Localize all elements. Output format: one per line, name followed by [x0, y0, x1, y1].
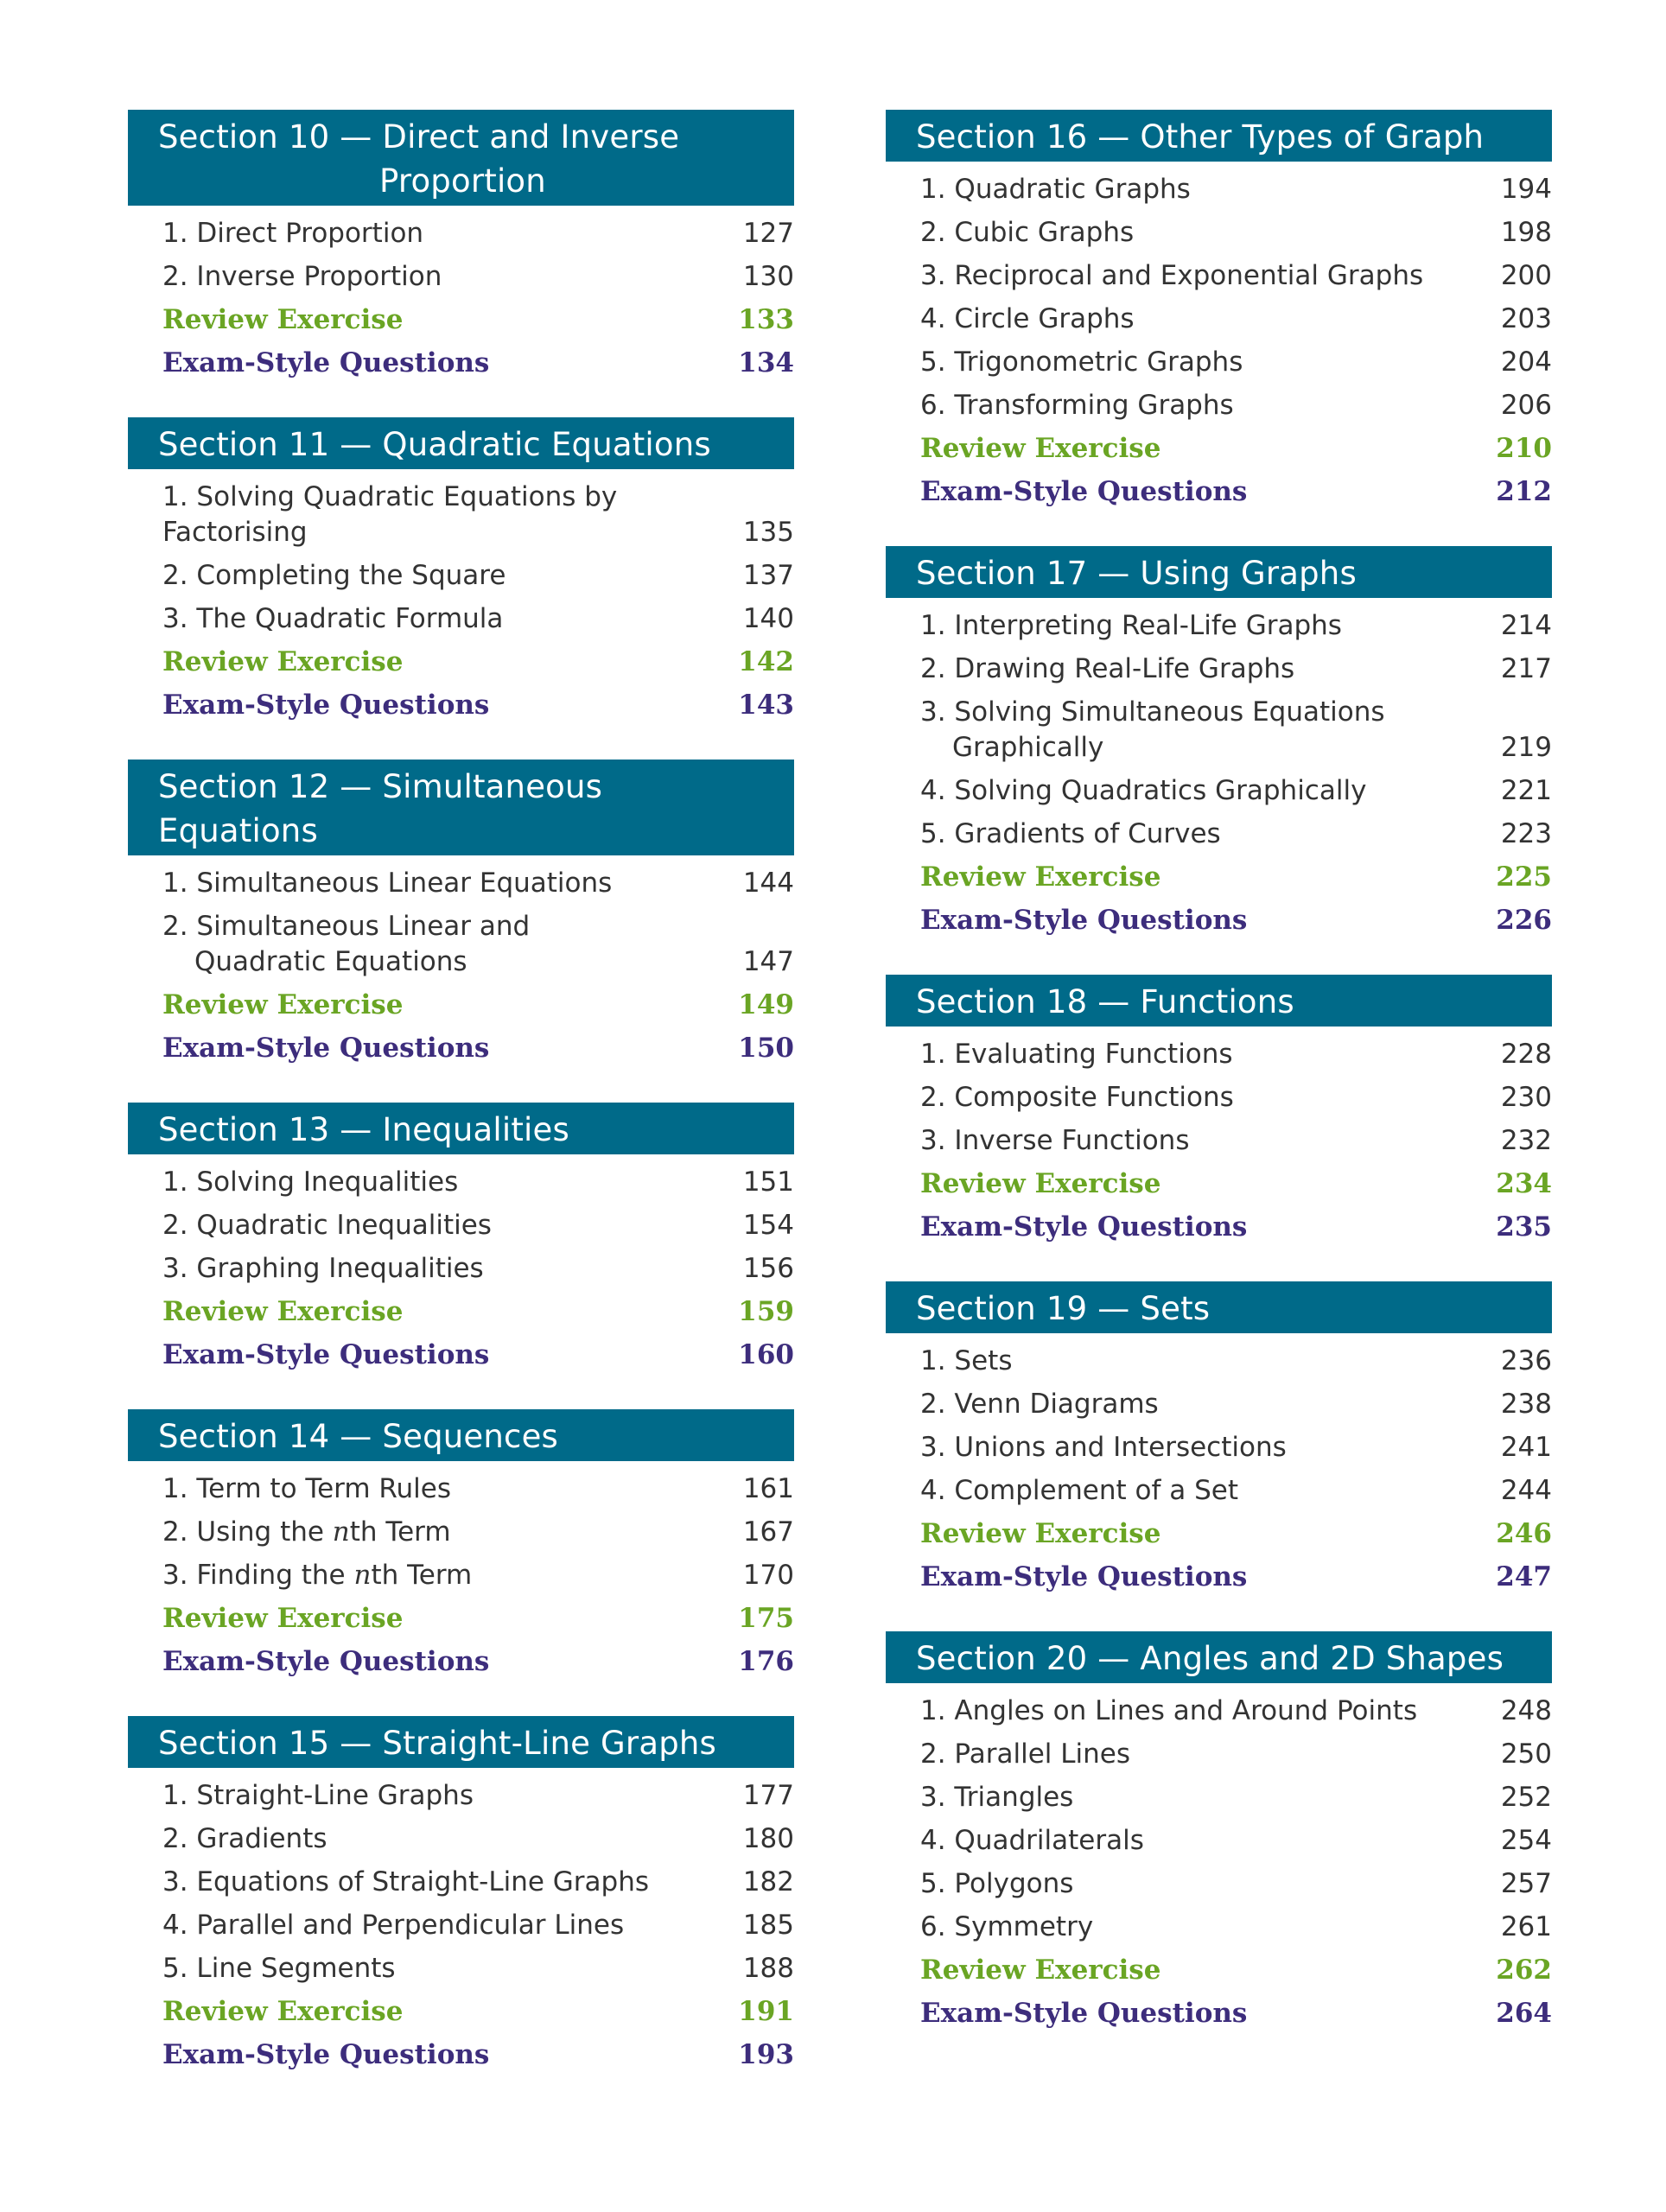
- entry-title: [162, 601, 503, 637]
- entry-page-number: 188: [742, 1953, 794, 1984]
- entry-title-text: 6. Symmetry: [920, 1911, 1094, 1942]
- entry-page-number: 254: [1500, 1825, 1552, 1856]
- entry-title: [920, 172, 1191, 207]
- exam-questions-entry[interactable]: [886, 1996, 1552, 2031]
- exam-questions-entry[interactable]: [128, 346, 794, 381]
- exam-questions-page: 176: [738, 1646, 794, 1677]
- entry-title: [162, 1251, 484, 1287]
- entry-page-number: 252: [1500, 1782, 1552, 1813]
- section-heading-text: Section 11 — Quadratic Equations: [158, 426, 711, 463]
- review-exercise-page: 142: [738, 646, 794, 677]
- entry-page-number: 261: [1500, 1911, 1552, 1942]
- exam-questions-page: 143: [738, 690, 794, 721]
- toc-entry[interactable]: [886, 302, 1552, 337]
- exam-questions-entry[interactable]: [128, 2037, 794, 2073]
- toc-entry[interactable]: [886, 258, 1552, 294]
- toc-entry[interactable]: [128, 1208, 794, 1243]
- entry-title-text: 3. Solving Simultaneous Equations: [920, 696, 1385, 728]
- entry-title-text: 2. Drawing Real-Life Graphs: [920, 653, 1295, 684]
- entry-title: [162, 1865, 649, 1900]
- exam-questions-page: 235: [1496, 1211, 1552, 1243]
- entry-page-number: 137: [742, 560, 794, 591]
- entry-title-text: 3. Inverse Functions: [920, 1125, 1190, 1156]
- entry-page-number: 241: [1500, 1432, 1552, 1463]
- exam-questions-page: 193: [738, 2039, 794, 2070]
- entry-title: [162, 1778, 474, 1814]
- toc-entry[interactable]: [128, 1165, 794, 1200]
- exam-questions-label: Exam-Style Questions: [162, 1646, 490, 1677]
- exam-questions-label: Exam-Style Questions: [162, 1339, 490, 1370]
- review-exercise-entry[interactable]: [886, 431, 1552, 467]
- review-exercise-label: Review Exercise: [920, 433, 1161, 464]
- entry-page-number: 194: [1500, 174, 1552, 205]
- entry-title-text: 2. Cubic Graphs: [920, 217, 1135, 248]
- section-heading-text: Section 10 — Direct and Inverse: [158, 118, 680, 156]
- review-exercise-page: 262: [1496, 1955, 1552, 1986]
- entry-title: [920, 1430, 1287, 1465]
- review-exercise-page: 210: [1496, 433, 1552, 464]
- toc-entry[interactable]: [128, 1865, 794, 1900]
- entry-title: [162, 909, 530, 980]
- toc-entry[interactable]: [128, 480, 794, 550]
- entry-title-italic: n: [353, 1560, 372, 1591]
- section-entries: [886, 1694, 1552, 2031]
- entry-page-number: 219: [1500, 732, 1552, 763]
- entry-page-number: 214: [1500, 610, 1552, 641]
- section-heading-text: Section 17 — Using Graphs: [916, 555, 1357, 592]
- entry-title-text: 3. Equations of Straight-Line Graphs: [162, 1866, 650, 1897]
- entry-title: [920, 608, 1342, 644]
- entry-title-text: 1. Quadratic Graphs: [920, 174, 1191, 205]
- section-heading: [886, 975, 1552, 1027]
- entry-title: [162, 259, 442, 295]
- toc-entry[interactable]: [886, 1866, 1552, 1902]
- entry-title-prefix: 2. Using the: [162, 1516, 333, 1548]
- review-exercise-entry[interactable]: [128, 1994, 794, 2030]
- toc-entry[interactable]: [128, 558, 794, 594]
- entry-title-text: 1. Sets: [920, 1345, 1013, 1376]
- toc-entry[interactable]: [128, 1558, 794, 1593]
- exam-questions-entry[interactable]: [886, 903, 1552, 938]
- entry-title: [920, 1473, 1238, 1509]
- toc-entry[interactable]: [128, 1821, 794, 1857]
- toc-entry[interactable]: [886, 695, 1552, 766]
- entry-title: [162, 216, 423, 251]
- entry-page-number: 130: [742, 261, 794, 292]
- section-entries: [128, 216, 794, 381]
- exam-questions-label: Exam-Style Questions: [920, 1561, 1248, 1592]
- entry-page-number: 185: [742, 1910, 794, 1941]
- entry-page-number: 204: [1500, 346, 1552, 378]
- review-exercise-page: 191: [738, 1996, 794, 2027]
- entry-title: [162, 1208, 492, 1243]
- exam-questions-page: 134: [738, 347, 794, 378]
- toc-entry[interactable]: [886, 1344, 1552, 1379]
- entry-title: [920, 302, 1135, 337]
- entry-page-number: 135: [742, 517, 794, 548]
- entry-page-number: 154: [742, 1210, 794, 1241]
- entry-title: [162, 866, 612, 901]
- entry-page-number: 206: [1500, 390, 1552, 421]
- entry-title-text: 1. Solving Quadratic Equations by Factorising: [162, 481, 618, 548]
- section-heading: [128, 1103, 794, 1154]
- toc-entry[interactable]: [128, 1908, 794, 1943]
- entry-page-number: 147: [742, 946, 794, 977]
- toc-section: [886, 975, 1552, 1245]
- section-heading-text: Section 15 — Straight-Line Graphs: [158, 1725, 717, 1762]
- exam-questions-entry[interactable]: [886, 474, 1552, 510]
- exam-questions-entry[interactable]: [128, 1338, 794, 1373]
- toc-section: [886, 110, 1552, 510]
- exam-questions-page: 264: [1496, 1998, 1552, 2029]
- entry-page-number: 223: [1500, 818, 1552, 849]
- review-exercise-page: 149: [738, 989, 794, 1020]
- entry-title-text: 3. Reciprocal and Exponential Graphs: [920, 260, 1424, 291]
- toc-section: [886, 546, 1552, 938]
- entry-title-text: 2. Venn Diagrams: [920, 1389, 1159, 1420]
- entry-page-number: 170: [742, 1560, 794, 1591]
- entry-title: [162, 1515, 451, 1550]
- exam-questions-page: 150: [738, 1033, 794, 1064]
- entry-title-text: 1. Angles on Lines and Around Points: [920, 1695, 1418, 1726]
- entry-title-text: 5. Line Segments: [162, 1953, 396, 1984]
- entry-page-number: 228: [1500, 1039, 1552, 1070]
- toc-entry[interactable]: [886, 608, 1552, 644]
- entry-title: [162, 1558, 472, 1593]
- toc-entry[interactable]: [886, 1910, 1552, 1945]
- entry-page-number: 161: [742, 1473, 794, 1504]
- entry-title: [920, 345, 1243, 380]
- entry-page-number: 250: [1500, 1738, 1552, 1770]
- entry-page-number: 180: [742, 1823, 794, 1854]
- entry-title-line2: Quadratic Equations: [194, 946, 467, 977]
- entry-title: [920, 1037, 1233, 1072]
- section-entries: [886, 1344, 1552, 1595]
- review-exercise-entry[interactable]: [128, 645, 794, 680]
- review-exercise-entry[interactable]: [128, 988, 794, 1023]
- exam-questions-entry[interactable]: [886, 1210, 1552, 1245]
- section-heading: [886, 1631, 1552, 1683]
- toc-section: [886, 1281, 1552, 1595]
- review-exercise-label: Review Exercise: [162, 1296, 404, 1327]
- entry-title: [920, 1866, 1073, 1902]
- entry-page-number: 182: [742, 1866, 794, 1897]
- review-exercise-label: Review Exercise: [920, 1955, 1161, 1986]
- toc-entry[interactable]: [886, 1430, 1552, 1465]
- toc-entry[interactable]: [886, 773, 1552, 809]
- review-exercise-label: Review Exercise: [162, 646, 404, 677]
- entry-title-text: 4. Quadrilaterals: [920, 1825, 1144, 1856]
- exam-questions-label: Exam-Style Questions: [920, 905, 1248, 936]
- toc-entry[interactable]: [886, 345, 1552, 380]
- exam-questions-entry[interactable]: [128, 1644, 794, 1680]
- entry-title-text: 3. The Quadratic Formula: [162, 603, 504, 634]
- toc-section: [128, 417, 794, 723]
- entry-title-prefix: 3. Finding the: [162, 1560, 354, 1591]
- entry-title: [920, 258, 1423, 294]
- entry-title: [162, 1471, 451, 1507]
- entry-page-number: 221: [1500, 775, 1552, 806]
- entry-title: [162, 558, 506, 594]
- entry-title-text: 2. Completing the Square: [162, 560, 506, 591]
- section-entries: [886, 172, 1552, 510]
- section-heading: [128, 417, 794, 469]
- section-entries: [128, 1165, 794, 1373]
- entry-title-text: 4. Solving Quadratics Graphically: [920, 775, 1367, 806]
- section-entries: [128, 866, 794, 1066]
- toc-entry[interactable]: [886, 1694, 1552, 1729]
- entry-title-text: 3. Graphing Inequalities: [162, 1253, 484, 1284]
- left-column: [128, 110, 794, 2109]
- entry-title: [920, 773, 1366, 809]
- entry-page-number: 198: [1500, 217, 1552, 248]
- entry-title-text: 2. Simultaneous Linear and: [162, 911, 531, 942]
- entry-title: [920, 1737, 1130, 1772]
- entry-page-number: 236: [1500, 1345, 1552, 1376]
- review-exercise-page: 234: [1496, 1168, 1552, 1199]
- entry-page-number: 151: [742, 1166, 794, 1198]
- toc-entry[interactable]: [886, 817, 1552, 852]
- entry-title-text: 2. Inverse Proportion: [162, 261, 442, 292]
- entry-title-text: 1. Evaluating Functions: [920, 1039, 1233, 1070]
- toc-entry[interactable]: [886, 1080, 1552, 1116]
- entry-page-number: 238: [1500, 1389, 1552, 1420]
- entry-title: [920, 1694, 1417, 1729]
- entry-title: [920, 1387, 1159, 1422]
- section-heading-text: Section 16 — Other Types of Graph: [916, 118, 1485, 156]
- review-exercise-label: Review Exercise: [162, 989, 404, 1020]
- entry-title: [162, 1951, 396, 1986]
- entry-title: [920, 1344, 1013, 1379]
- section-heading: [128, 110, 794, 206]
- toc-entry[interactable]: [886, 1737, 1552, 1772]
- review-exercise-page: 225: [1496, 861, 1552, 893]
- section-heading-text: Section 14 — Sequences: [158, 1418, 559, 1455]
- review-exercise-entry[interactable]: [128, 1294, 794, 1330]
- entry-title: [920, 1123, 1189, 1159]
- entry-title: [920, 1823, 1144, 1859]
- section-heading: [128, 1716, 794, 1768]
- exam-questions-page: 212: [1496, 476, 1552, 507]
- toc-section: [128, 1103, 794, 1373]
- toc-entry[interactable]: [128, 259, 794, 295]
- entry-page-number: 200: [1500, 260, 1552, 291]
- entry-title-suffix: th Term: [349, 1516, 451, 1548]
- entry-title: [920, 1080, 1234, 1116]
- entry-title: [920, 695, 1385, 766]
- section-heading: [128, 1409, 794, 1461]
- entry-page-number: 127: [742, 218, 794, 249]
- entry-title: [920, 388, 1234, 423]
- entry-title: [162, 1908, 624, 1943]
- exam-questions-label: Exam-Style Questions: [162, 1033, 490, 1064]
- toc-entry[interactable]: [128, 1471, 794, 1507]
- toc-entry[interactable]: [128, 216, 794, 251]
- exam-questions-label: Exam-Style Questions: [162, 2039, 490, 2070]
- exam-questions-page: 247: [1496, 1561, 1552, 1592]
- entry-page-number: 177: [742, 1780, 794, 1811]
- exam-questions-label: Exam-Style Questions: [920, 1998, 1248, 2029]
- review-exercise-label: Review Exercise: [920, 861, 1161, 893]
- entry-title-text: 3. Triangles: [920, 1782, 1074, 1813]
- exam-questions-label: Exam-Style Questions: [162, 690, 490, 721]
- entry-title: [920, 215, 1134, 251]
- review-exercise-page: 175: [738, 1603, 794, 1634]
- toc-section: [128, 760, 794, 1066]
- review-exercise-label: Review Exercise: [162, 1603, 404, 1634]
- section-entries: [128, 480, 794, 723]
- entry-page-number: 140: [742, 603, 794, 634]
- toc-entry[interactable]: [886, 172, 1552, 207]
- exam-questions-entry[interactable]: [886, 1560, 1552, 1595]
- entry-title: [162, 1165, 458, 1200]
- review-exercise-label: Review Exercise: [920, 1168, 1161, 1199]
- entry-title-line2: Graphically: [952, 732, 1104, 763]
- section-entries: [128, 1778, 794, 2073]
- entry-title-text: 4. Parallel and Perpendicular Lines: [162, 1910, 625, 1941]
- entry-title-text: 4. Complement of a Set: [920, 1475, 1239, 1506]
- entry-page-number: 232: [1500, 1125, 1552, 1156]
- entry-title-text: 2. Gradients: [162, 1823, 327, 1854]
- entry-page-number: 203: [1500, 303, 1552, 334]
- exam-questions-page: 226: [1496, 905, 1552, 936]
- toc-entry[interactable]: [886, 652, 1552, 687]
- entry-title-text: 5. Trigonometric Graphs: [920, 346, 1243, 378]
- entry-title: [920, 652, 1294, 687]
- review-exercise-page: 159: [738, 1296, 794, 1327]
- entry-page-number: 156: [742, 1253, 794, 1284]
- section-entries: [128, 1471, 794, 1680]
- entry-title-text: 5. Gradients of Curves: [920, 818, 1221, 849]
- toc-entry[interactable]: [886, 1823, 1552, 1859]
- toc-section: [886, 1631, 1552, 2031]
- entry-page-number: 230: [1500, 1082, 1552, 1113]
- entry-page-number: 167: [742, 1516, 794, 1548]
- toc-entry[interactable]: [886, 1780, 1552, 1815]
- entry-title-text: 1. Direct Proportion: [162, 218, 424, 249]
- entry-title-text: 1. Term to Term Rules: [162, 1473, 452, 1504]
- entry-title-suffix: th Term: [371, 1560, 473, 1591]
- section-heading-text: Section 19 — Sets: [916, 1290, 1211, 1327]
- toc-entry[interactable]: [886, 1037, 1552, 1072]
- exam-questions-entry[interactable]: [128, 688, 794, 723]
- toc-entry[interactable]: [886, 388, 1552, 423]
- entry-page-number: 248: [1500, 1695, 1552, 1726]
- toc-entry[interactable]: [128, 866, 794, 901]
- exam-questions-page: 160: [738, 1339, 794, 1370]
- toc-entry[interactable]: [128, 909, 794, 980]
- toc-entry[interactable]: [128, 1251, 794, 1287]
- section-entries: [886, 1037, 1552, 1245]
- section-entries: [886, 608, 1552, 938]
- toc-entry[interactable]: [128, 601, 794, 637]
- review-exercise-page: 133: [738, 304, 794, 335]
- review-exercise-entry[interactable]: [128, 302, 794, 338]
- right-column: [886, 110, 1552, 2068]
- entry-title-text: 1. Interpreting Real-Life Graphs: [920, 610, 1342, 641]
- entry-title-text: 1. Straight-Line Graphs: [162, 1780, 474, 1811]
- entry-title: [920, 817, 1221, 852]
- section-heading: [886, 546, 1552, 598]
- entry-title-italic: n: [332, 1516, 350, 1548]
- entry-title: [162, 1821, 327, 1857]
- entry-page-number: 257: [1500, 1868, 1552, 1899]
- entry-page-number: 217: [1500, 653, 1552, 684]
- review-exercise-entry[interactable]: [886, 860, 1552, 895]
- entry-title-text: 1. Solving Inequalities: [162, 1166, 459, 1198]
- toc-entry[interactable]: [886, 1387, 1552, 1422]
- section-heading-text: Section 12 — Simultaneous Equations: [158, 768, 603, 849]
- section-heading-text: Section 20 — Angles and 2D Shapes: [916, 1640, 1504, 1677]
- section-heading: [886, 110, 1552, 162]
- entry-page-number: 244: [1500, 1475, 1552, 1506]
- entry-title-text: 2. Quadratic Inequalities: [162, 1210, 492, 1241]
- exam-questions-label: Exam-Style Questions: [162, 347, 490, 378]
- entry-title-text: 5. Polygons: [920, 1868, 1074, 1899]
- entry-page-number: 144: [742, 868, 794, 899]
- section-heading: [128, 760, 794, 855]
- review-exercise-entry[interactable]: [128, 1601, 794, 1637]
- exam-questions-entry[interactable]: [128, 1031, 794, 1066]
- review-exercise-label: Review Exercise: [162, 1996, 404, 2027]
- review-exercise-entry[interactable]: [886, 1953, 1552, 1988]
- entry-title-text: 1. Simultaneous Linear Equations: [162, 868, 613, 899]
- review-exercise-entry[interactable]: [886, 1516, 1552, 1552]
- section-heading-text: Section 13 — Inequalities: [158, 1111, 569, 1148]
- review-exercise-entry[interactable]: [886, 1166, 1552, 1202]
- exam-questions-label: Exam-Style Questions: [920, 1211, 1248, 1243]
- review-exercise-page: 246: [1496, 1518, 1552, 1549]
- entry-title-text: 4. Circle Graphs: [920, 303, 1135, 334]
- entry-title: [162, 480, 742, 550]
- toc-entry[interactable]: [128, 1778, 794, 1814]
- section-heading-text-line2: Proportion: [379, 162, 546, 200]
- entry-title: [920, 1910, 1093, 1945]
- toc-section: [128, 110, 794, 381]
- toc-entry[interactable]: [886, 1473, 1552, 1509]
- entry-title: [920, 1780, 1073, 1815]
- entry-title-text: 2. Composite Functions: [920, 1082, 1234, 1113]
- review-exercise-label: Review Exercise: [162, 304, 404, 335]
- review-exercise-label: Review Exercise: [920, 1518, 1161, 1549]
- section-heading-text: Section 18 — Functions: [916, 983, 1294, 1020]
- entry-title-text: 6. Transforming Graphs: [920, 390, 1234, 421]
- section-heading: [886, 1281, 1552, 1333]
- toc-entry[interactable]: [886, 215, 1552, 251]
- toc-entry[interactable]: [128, 1515, 794, 1550]
- exam-questions-label: Exam-Style Questions: [920, 476, 1248, 507]
- entry-title-text: 2. Parallel Lines: [920, 1738, 1130, 1770]
- toc-section: [128, 1716, 794, 2073]
- toc-entry[interactable]: [886, 1123, 1552, 1159]
- toc-section: [128, 1409, 794, 1680]
- toc-entry[interactable]: [128, 1951, 794, 1986]
- entry-title-text: 3. Unions and Intersections: [920, 1432, 1287, 1463]
